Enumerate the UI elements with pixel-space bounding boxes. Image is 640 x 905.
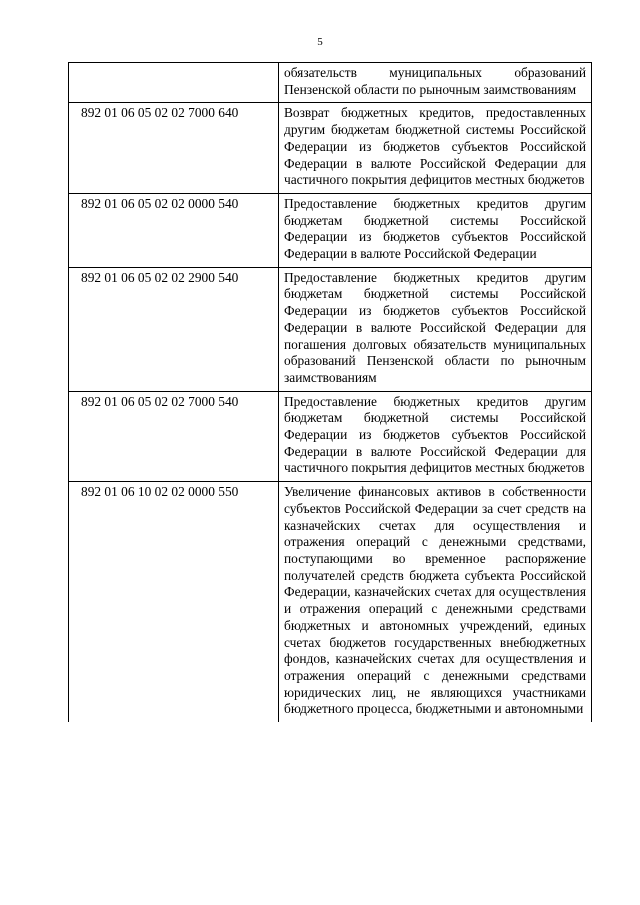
table-row	[69, 391, 592, 482]
description-cell: Возврат бюджетных кредитов, предоставленных другим бюджетам бюджетной системы Российской Федерации из бюджетов субъектов Российской Федерации в валюте Российской Федерации для частичного покрытия дефицитов местных бюджетов	[279, 103, 592, 194]
description-cell: Увеличение финансовых активов в собственности субъектов Российской Федерации за счет средств на казначейских счетах для осуществления и отражения операций с денежными средствами, поступающими во временное распоряжение получателей средств бюджета субъекта Российской Федерации, казначейских счетах для осуществления и отражения операций с денежными средствами бюджетных и автономных учреждений, единых счетах бюджетов государственных внебюджетных фондов, казначейских счетах для осуществления и отражения операций с денежными средствами юридических лиц, не являющихся участниками бюджетного процесса, бюджетными и автономными	[279, 482, 592, 722]
table-row	[69, 193, 592, 267]
table-row	[69, 63, 592, 103]
description-cell: обязательств муниципальных образований Пензенской области по рыночным заимствованиям	[279, 63, 592, 103]
table-row	[69, 482, 592, 722]
table-row	[69, 103, 592, 194]
page-number: 5	[317, 36, 323, 48]
budget-code-cell: 892 01 06 05 02 02 2900 540	[69, 267, 279, 391]
budget-code-cell: 892 01 06 05 02 02 0000 540	[69, 193, 279, 267]
description-cell: Предоставление бюджетных кредитов другим бюджетам бюджетной системы Российской Федерации из бюджетов субъектов Российской Федерации в валюте Российской Федерации для погашения долговых обязательств муниципальных образований Пензенской области по рыночным заимствованиям	[279, 267, 592, 391]
description-cell: Предоставление бюджетных кредитов другим бюджетам бюджетной системы Российской Федерации из бюджетов субъектов Российской Федерации в валюте Российской Федерации	[279, 193, 592, 267]
table-row	[69, 267, 592, 391]
budget-code-cell: 892 01 06 10 02 02 0000 550	[69, 482, 279, 722]
budget-code-cell: 892 01 06 05 02 02 7000 540	[69, 391, 279, 482]
description-cell: Предоставление бюджетных кредитов другим бюджетам бюджетной системы Российской Федерации из бюджетов субъектов Российской Федерации в валюте Российской Федерации для частичного покрытия дефицитов местных бюджетов	[279, 391, 592, 482]
budget-classification-table	[68, 62, 592, 722]
budget-code-cell	[69, 63, 279, 103]
budget-code-cell: 892 01 06 05 02 02 7000 640	[69, 103, 279, 194]
